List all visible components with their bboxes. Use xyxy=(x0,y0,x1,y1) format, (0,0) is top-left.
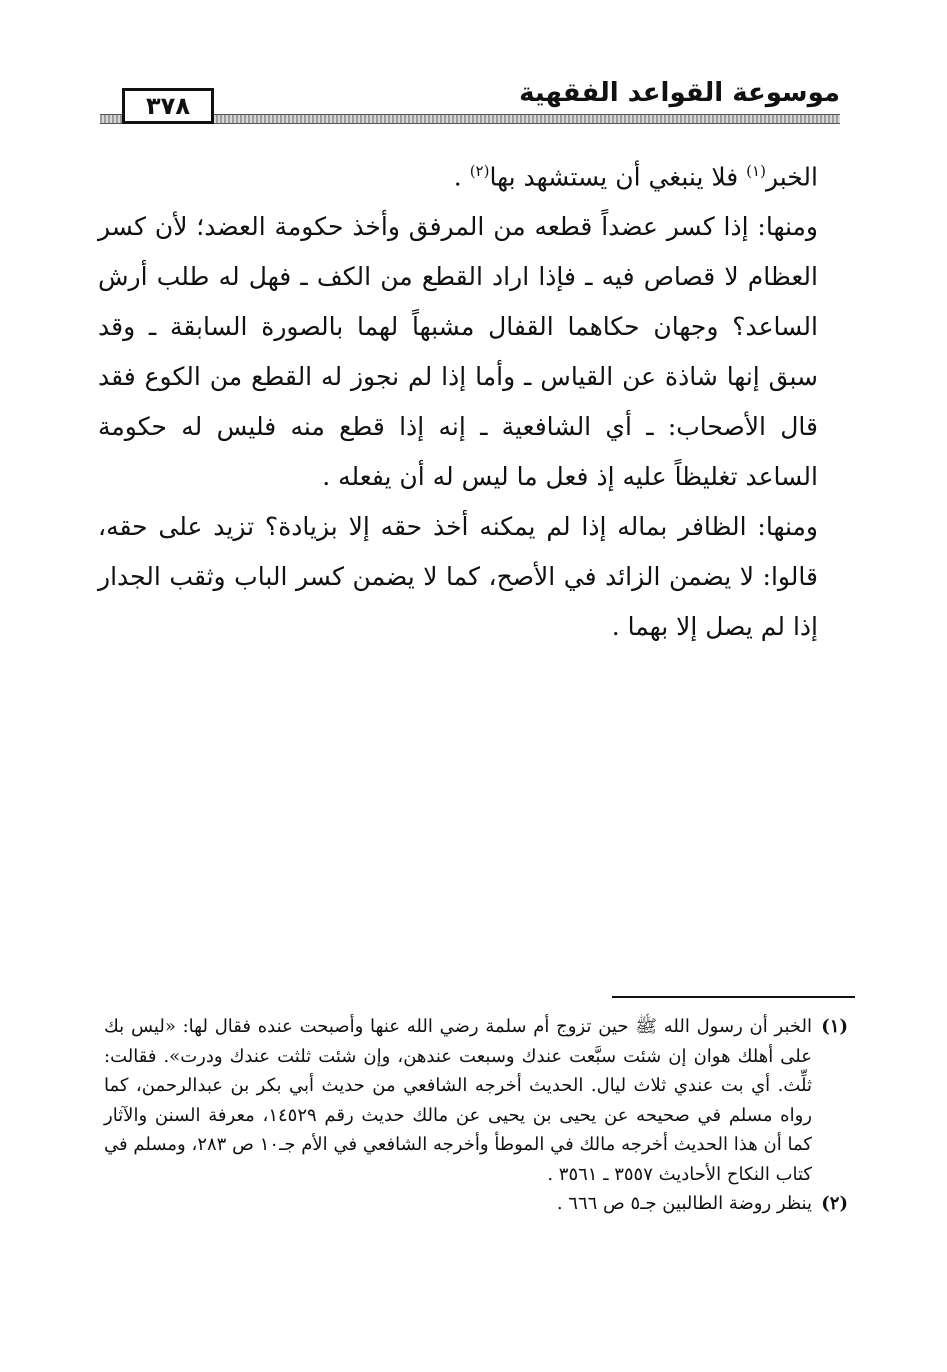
footnote-separator xyxy=(612,996,855,998)
footnotes xyxy=(104,1012,848,1219)
footnote-reference: (٢) xyxy=(469,162,490,180)
footnote-mark: (٢) xyxy=(821,1193,848,1214)
paragraph-text: . xyxy=(453,162,470,192)
paragraph xyxy=(98,146,818,202)
paragraph-text: فلا ينبغي أن يستشهد بها xyxy=(489,162,747,192)
main-text xyxy=(98,146,818,652)
paragraph: ومنها: إذا كسر عضداً قطعه من المرفق وأخذ حكومة العضد؛ لأن كسر العظام لا قصاص فيه ـ فإذا اراد القطع من الكف ـ فهل له طلب أرش الساعد؟ وجهان حكاهما القفال مشبهاً لهما بالصورة السابقة ـ وقد سبق إنها شاذة عن القياس ـ وأما إذا لم نجوز له القطع من الكوع فقد قال الأصحاب: ـ أي الشافعية ـ إنه إذا قطع منه فليس له حكومة الساعد تغليظاً عليه إذ فعل ما ليس له أن يفعله . xyxy=(98,212,818,492)
footnote-reference: (١) xyxy=(746,162,766,180)
footnote-text: الخبر أن رسول الله ﷺ حين تزوج أم سلمة رضي الله عنها وأصبحت عنده فقال لها: «ليس بك على أهلك هوان إن شئت سبَّعت عندك وسبعت عندهن، وإن شئت ثلثت عندك ودرت». فقالت: ثلِّث. أي بت عندي ثلاث ليال. الحديث أخرجه الشافعي من حديث أبي بكر بن عبدالرحمن، كما رواه مسلم في صحيحه عن يحيى بن يحيى عن مالك حديث رقم ١٤٥٢٩، معرفة السنن والآثار كما أن هذا الحديث أخرجه مالك في الموطأ وأخرجه الشافعي في الأم جـ١٠ ص ٢٨٣، ومسلم في كتاب النكاح الأحاديث ٣٥٥٧ ـ ٣٥٦١ . xyxy=(104,1016,812,1185)
footnote-text: ينظر روضة الطالبين جـ٥ ص ٦٦٦ . xyxy=(556,1193,812,1214)
paragraph: ومنها: الظافر بماله إذا لم يمكنه أخذ حقه إلا بزيادة؟ تزيد على حقه، قالوا: لا يضمن الزائد في الأصح، كما لا يضمن كسر الباب وثقب الجدار إذا لم يصل إلا بهما . xyxy=(98,512,818,642)
running-title: موسوعة القواعد الفقهية xyxy=(519,78,840,108)
footnote-mark: (١) xyxy=(821,1016,848,1037)
footnote xyxy=(104,1012,848,1189)
paragraph-text: الخبر xyxy=(765,162,818,192)
page-header xyxy=(100,78,840,128)
page-number: ٣٧٨ xyxy=(122,88,214,124)
footnote xyxy=(104,1189,848,1219)
